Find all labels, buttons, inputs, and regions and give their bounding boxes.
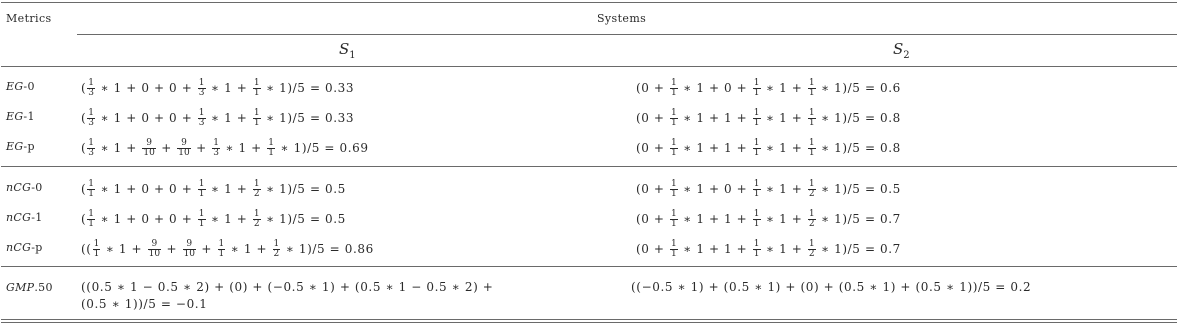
- fraction: [670, 240, 678, 259]
- numerator: 1: [268, 138, 274, 148]
- denominator: 1: [671, 219, 677, 229]
- numerator: 1: [808, 108, 815, 118]
- formula-text: ∗ 1 + 0 + 0 +: [96, 81, 197, 95]
- denominator: 1: [671, 118, 677, 128]
- fraction: [808, 79, 816, 98]
- numerator: 1: [753, 209, 760, 219]
- formula-text: ∗ 1 +: [206, 81, 252, 95]
- numerator: 1: [198, 78, 205, 88]
- formula-eg-p-s2: [636, 139, 901, 158]
- denominator: 1: [671, 148, 677, 158]
- systems-rule: [77, 34, 1177, 35]
- fraction: [87, 79, 95, 98]
- formula-gmp-s1-line1: ((0.5 ∗ 1 − 0.5 ∗ 2) + (0) + (−0.5 ∗ 1) + (0.5 ∗ 1 − 0.5 ∗ 2) +: [81, 280, 494, 294]
- numerator: 9: [183, 240, 196, 250]
- fraction: [87, 180, 95, 199]
- formula-text: ∗ 1 +: [206, 212, 252, 226]
- denominator: 1: [88, 219, 95, 229]
- fraction: [808, 180, 816, 199]
- fraction: [183, 240, 196, 259]
- system-s1-header: $S_1$: [339, 40, 356, 61]
- numerator: 1: [198, 209, 205, 219]
- denominator: 2: [808, 189, 815, 199]
- formula-eg-0-s1: [81, 79, 354, 98]
- denominator: 1: [671, 189, 677, 199]
- fraction: [670, 79, 678, 98]
- numerator: 1: [88, 78, 95, 88]
- denominator: 2: [808, 219, 815, 229]
- formula-text: (0 +: [636, 242, 669, 256]
- numerator: 1: [671, 78, 677, 88]
- denominator: 1: [808, 118, 815, 128]
- denominator: 1: [198, 219, 205, 229]
- formula-text: ∗ 1)/5 = 0.33: [261, 81, 355, 95]
- formula-text: ∗ 1 +: [761, 111, 807, 125]
- metric-label-eg-0: EG-0: [6, 80, 35, 93]
- denominator: 1: [753, 148, 760, 158]
- denominator: 1: [671, 249, 677, 259]
- numerator: 9: [142, 139, 155, 149]
- formula-text: ∗ 1)/5 = 0.5: [816, 182, 901, 196]
- denominator: 1: [218, 249, 225, 259]
- numerator: 1: [93, 239, 100, 249]
- formula-text: ∗ 1)/5 = 0.33: [261, 111, 355, 125]
- fraction: [253, 180, 261, 199]
- fraction: [670, 210, 678, 229]
- formula-text: +: [197, 242, 217, 256]
- formula-text: (0 +: [636, 182, 669, 196]
- fraction: [808, 240, 816, 259]
- numerator: 1: [671, 108, 677, 118]
- denominator: 2: [808, 249, 815, 259]
- system-s2-header: $S_2$: [893, 40, 910, 61]
- formula-text: ∗ 1)/5 = 0.69: [276, 141, 369, 155]
- denominator: 3: [88, 88, 95, 98]
- formula-text: ∗ 1 + 0 + 0 +: [96, 111, 197, 125]
- formula-text: (0 +: [636, 212, 669, 226]
- formula-ncg-1-s2: [636, 210, 901, 229]
- denominator: 10: [178, 148, 190, 158]
- denominator: 3: [198, 118, 205, 128]
- formula-text: ∗ 1 +: [761, 141, 807, 155]
- bottom-rule-2: [1, 322, 1177, 323]
- metric-label-ncg-1: nCG-1: [6, 211, 43, 224]
- header-rule: [1, 66, 1177, 67]
- numerator: 1: [198, 108, 205, 118]
- numerator: 1: [218, 239, 225, 249]
- numerator: 1: [671, 209, 677, 219]
- denominator: 2: [253, 219, 260, 229]
- numerator: 1: [253, 78, 260, 88]
- formula-text: (: [81, 111, 87, 125]
- denominator: 1: [753, 219, 760, 229]
- formula-text: ∗ 1)/5 = 0.8: [816, 111, 901, 125]
- fraction: [87, 139, 95, 158]
- formula-ncg-0-s2: [636, 180, 901, 199]
- denominator: 1: [753, 189, 760, 199]
- formula-text: +: [162, 242, 182, 256]
- numerator: 1: [808, 209, 815, 219]
- numerator: 1: [808, 179, 815, 189]
- numerator: 1: [253, 179, 260, 189]
- formula-text: ∗ 1)/5 = 0.5: [261, 182, 346, 196]
- formula-eg-0-s2: [636, 79, 901, 98]
- ncg-gmp-rule: [1, 266, 1177, 267]
- denominator: 1: [198, 189, 205, 199]
- fraction: [753, 180, 761, 199]
- denominator: 1: [88, 189, 95, 199]
- fraction: [253, 210, 261, 229]
- denominator: 1: [93, 249, 100, 259]
- metrics-header: Metrics: [6, 12, 52, 25]
- fraction: [753, 240, 761, 259]
- formula-text: ∗ 1 + 0 +: [678, 182, 752, 196]
- numerator: 1: [671, 179, 677, 189]
- formula-text: ∗ 1 + 0 +: [678, 81, 752, 95]
- formula-text: ∗ 1)/5 = 0.6: [816, 81, 901, 95]
- metric-label-gmp-50: GMP.50: [6, 281, 53, 294]
- denominator: 1: [808, 148, 815, 158]
- denominator: 3: [198, 88, 205, 98]
- denominator: 10: [148, 249, 161, 259]
- fraction: [753, 139, 761, 158]
- numerator: 1: [808, 239, 815, 249]
- numerator: 1: [273, 239, 280, 249]
- fraction: [253, 109, 261, 128]
- denominator: 1: [253, 88, 260, 98]
- numerator: 1: [253, 108, 260, 118]
- numerator: 1: [671, 138, 677, 148]
- formula-text: (: [81, 81, 87, 95]
- formula-text: ∗ 1 + 1 +: [678, 111, 752, 125]
- formula-text: (: [81, 141, 87, 155]
- formula-text: ∗ 1 +: [206, 182, 252, 196]
- formula-text: ∗ 1 + 1 +: [678, 212, 752, 226]
- formula-eg-1-s2: [636, 109, 901, 128]
- formula-text: ((: [81, 242, 92, 256]
- fraction: [198, 109, 206, 128]
- formula-text: (0 +: [636, 111, 669, 125]
- formula-ncg-0-s1: [81, 180, 346, 199]
- formula-eg-1-s1: [81, 109, 354, 128]
- bottom-rule: [1, 319, 1177, 320]
- formula-text: ∗ 1 +: [226, 242, 272, 256]
- fraction: [198, 210, 206, 229]
- denominator: 3: [88, 148, 95, 158]
- fraction: [93, 240, 101, 259]
- formula-text: ∗ 1 + 1 +: [678, 141, 752, 155]
- formula-text: ∗ 1 +: [761, 81, 807, 95]
- formula-text: ∗ 1 +: [96, 141, 142, 155]
- formula-text: ∗ 1)/5 = 0.5: [261, 212, 346, 226]
- formula-text: (: [81, 182, 87, 196]
- denominator: 1: [268, 148, 274, 158]
- numerator: 9: [177, 139, 190, 149]
- formula-text: ∗ 1 +: [206, 111, 252, 125]
- denominator: 1: [753, 88, 760, 98]
- fraction: [808, 109, 816, 128]
- fraction: [198, 180, 206, 199]
- numerator: 1: [671, 239, 677, 249]
- formula-text: ∗ 1 + 1 +: [678, 242, 752, 256]
- metric-label-eg-1: EG-1: [6, 110, 35, 123]
- formula-text: ∗ 1)/5 = 0.7: [816, 242, 901, 256]
- fraction: [753, 109, 761, 128]
- denominator: 1: [253, 118, 260, 128]
- formula-text: ∗ 1 +: [220, 141, 267, 155]
- formula-eg-p-s1: [81, 139, 369, 158]
- denominator: 2: [273, 249, 280, 259]
- fraction: [670, 139, 678, 158]
- denominator: 1: [753, 249, 760, 259]
- fraction: [670, 180, 678, 199]
- denominator: 3: [213, 148, 219, 158]
- metric-label-ncg-0: nCG-0: [6, 181, 43, 194]
- denominator: 1: [808, 88, 815, 98]
- numerator: 1: [198, 179, 205, 189]
- fraction: [670, 109, 678, 128]
- numerator: 1: [808, 138, 815, 148]
- formula-text: ∗ 1 + 0 + 0 +: [96, 212, 197, 226]
- metric-label-eg-p: EG-p: [6, 140, 35, 153]
- fraction: [87, 210, 95, 229]
- fraction: [753, 79, 761, 98]
- numerator: 1: [753, 108, 760, 118]
- fraction: [177, 139, 190, 158]
- fraction: [808, 210, 816, 229]
- formula-ncg-1-s1: [81, 210, 346, 229]
- numerator: 1: [753, 138, 760, 148]
- formula-text: +: [156, 141, 177, 155]
- formula-gmp-s1-line2: (0.5 ∗ 1))/5 = −0.1: [81, 297, 208, 311]
- fraction: [148, 240, 161, 259]
- formula-text: (0 +: [636, 81, 669, 95]
- fraction: [273, 240, 281, 259]
- denominator: 1: [671, 88, 677, 98]
- formula-text: ∗ 1)/5 = 0.86: [281, 242, 374, 256]
- numerator: 1: [88, 179, 95, 189]
- formula-text: ∗ 1 +: [761, 242, 807, 256]
- numerator: 1: [753, 239, 760, 249]
- metric-label-ncg-p: nCG-p: [6, 241, 43, 254]
- fraction: [808, 139, 816, 158]
- fraction: [753, 210, 761, 229]
- fraction: [267, 139, 275, 158]
- formula-text: (0 +: [636, 141, 669, 155]
- top-rule: [1, 2, 1177, 3]
- numerator: 1: [88, 108, 95, 118]
- numerator: 1: [88, 209, 95, 219]
- eg-ncg-rule: [1, 166, 1177, 167]
- formula-text: (: [81, 212, 87, 226]
- denominator: 10: [183, 249, 196, 259]
- formula-text: ∗ 1)/5 = 0.7: [816, 212, 901, 226]
- numerator: 1: [808, 78, 815, 88]
- formula-gmp-s2: ((−0.5 ∗ 1) + (0.5 ∗ 1) + (0) + (0.5 ∗ 1) + (0.5 ∗ 1))/5 = 0.2: [631, 280, 1032, 294]
- numerator: 1: [753, 179, 760, 189]
- formula-text: ∗ 1 +: [761, 212, 807, 226]
- denominator: 10: [143, 148, 155, 158]
- denominator: 3: [88, 118, 95, 128]
- formula-text: ∗ 1 + 0 + 0 +: [96, 182, 197, 196]
- formula-text: ∗ 1)/5 = 0.8: [816, 141, 901, 155]
- numerator: 1: [88, 138, 95, 148]
- fraction: [253, 79, 261, 98]
- formula-text: ∗ 1 +: [761, 182, 807, 196]
- numerator: 1: [213, 138, 219, 148]
- numerator: 1: [753, 78, 760, 88]
- numerator: 9: [148, 240, 161, 250]
- denominator: 2: [253, 189, 260, 199]
- formula-text: +: [191, 141, 212, 155]
- formula-ncg-p-s2: [636, 240, 901, 259]
- formula-text: ∗ 1 +: [101, 242, 147, 256]
- fraction: [87, 109, 95, 128]
- formula-ncg-p-s1: [81, 240, 374, 259]
- fraction: [198, 79, 206, 98]
- denominator: 1: [753, 118, 760, 128]
- fraction: [212, 139, 220, 158]
- numerator: 1: [253, 209, 260, 219]
- fraction: [218, 240, 226, 259]
- systems-header: Systems: [597, 12, 647, 25]
- fraction: [142, 139, 155, 158]
